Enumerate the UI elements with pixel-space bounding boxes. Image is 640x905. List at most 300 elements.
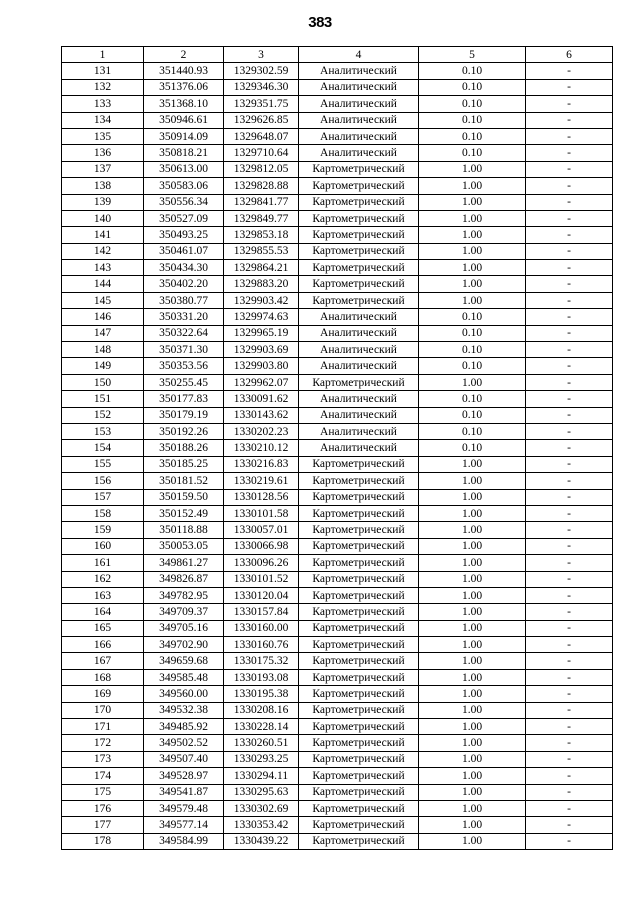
x-coordinate-cell: 349502.52	[144, 735, 224, 751]
x-coordinate-cell: 350613.00	[144, 161, 224, 177]
method-cell: Картометрический	[299, 702, 419, 718]
point-number-cell: 156	[62, 473, 144, 489]
y-coordinate-cell: 1329812.05	[224, 161, 299, 177]
y-coordinate-cell: 1329710.64	[224, 145, 299, 161]
table-row	[62, 538, 613, 554]
point-number-cell: 170	[62, 702, 144, 718]
x-coordinate-cell: 350914.09	[144, 128, 224, 144]
point-number-cell: 154	[62, 440, 144, 456]
accuracy-cell: 0.10	[419, 79, 526, 95]
point-number-cell: 175	[62, 784, 144, 800]
method-cell: Картометрический	[299, 194, 419, 210]
method-cell: Картометрический	[299, 686, 419, 702]
x-coordinate-cell: 350185.25	[144, 456, 224, 472]
method-cell: Картометрический	[299, 243, 419, 259]
x-coordinate-cell: 350461.07	[144, 243, 224, 259]
point-number-cell: 134	[62, 112, 144, 128]
column-header-4: 4	[299, 47, 419, 63]
method-cell: Аналитический	[299, 96, 419, 112]
description-cell: -	[526, 112, 613, 128]
table-row	[62, 604, 613, 620]
x-coordinate-cell: 350188.26	[144, 440, 224, 456]
coordinates-table	[61, 46, 613, 850]
point-number-cell: 136	[62, 145, 144, 161]
x-coordinate-cell: 349507.40	[144, 751, 224, 767]
description-cell: -	[526, 210, 613, 226]
x-coordinate-cell: 350556.34	[144, 194, 224, 210]
accuracy-cell: 0.10	[419, 325, 526, 341]
x-coordinate-cell: 351376.06	[144, 79, 224, 95]
table-row	[62, 194, 613, 210]
method-cell: Картометрический	[299, 178, 419, 194]
description-cell: -	[526, 63, 613, 79]
accuracy-cell: 1.00	[419, 817, 526, 833]
accuracy-cell: 1.00	[419, 571, 526, 587]
y-coordinate-cell: 1330160.00	[224, 620, 299, 636]
x-coordinate-cell: 349577.14	[144, 817, 224, 833]
x-coordinate-cell: 350179.19	[144, 407, 224, 423]
description-cell: -	[526, 456, 613, 472]
x-coordinate-cell: 350946.61	[144, 112, 224, 128]
table-row	[62, 391, 613, 407]
x-coordinate-cell: 350371.30	[144, 342, 224, 358]
table-row	[62, 505, 613, 521]
accuracy-cell: 1.00	[419, 784, 526, 800]
method-cell: Аналитический	[299, 407, 419, 423]
y-coordinate-cell: 1330208.16	[224, 702, 299, 718]
accuracy-cell: 1.00	[419, 456, 526, 472]
point-number-cell: 171	[62, 719, 144, 735]
y-coordinate-cell: 1329841.77	[224, 194, 299, 210]
column-header-5: 5	[419, 47, 526, 63]
y-coordinate-cell: 1329346.30	[224, 79, 299, 95]
x-coordinate-cell: 350159.50	[144, 489, 224, 505]
method-cell: Картометрический	[299, 751, 419, 767]
method-cell: Аналитический	[299, 325, 419, 341]
point-number-cell: 165	[62, 620, 144, 636]
accuracy-cell: 0.10	[419, 440, 526, 456]
table-header	[62, 47, 613, 63]
point-number-cell: 131	[62, 63, 144, 79]
description-cell: -	[526, 604, 613, 620]
accuracy-cell: 1.00	[419, 161, 526, 177]
description-cell: -	[526, 161, 613, 177]
point-number-cell: 161	[62, 555, 144, 571]
table-row	[62, 571, 613, 587]
x-coordinate-cell: 350255.45	[144, 374, 224, 390]
point-number-cell: 169	[62, 686, 144, 702]
point-number-cell: 178	[62, 833, 144, 849]
accuracy-cell: 0.10	[419, 112, 526, 128]
table-row	[62, 702, 613, 718]
method-cell: Картометрический	[299, 260, 419, 276]
method-cell: Аналитический	[299, 112, 419, 128]
accuracy-cell: 0.10	[419, 391, 526, 407]
method-cell: Картометрический	[299, 784, 419, 800]
table-row	[62, 669, 613, 685]
table-row	[62, 735, 613, 751]
y-coordinate-cell: 1329855.53	[224, 243, 299, 259]
y-coordinate-cell: 1329302.59	[224, 63, 299, 79]
point-number-cell: 153	[62, 423, 144, 439]
accuracy-cell: 1.00	[419, 751, 526, 767]
accuracy-cell: 0.10	[419, 128, 526, 144]
y-coordinate-cell: 1330143.62	[224, 407, 299, 423]
x-coordinate-cell: 349541.87	[144, 784, 224, 800]
x-coordinate-cell: 350322.64	[144, 325, 224, 341]
accuracy-cell: 1.00	[419, 374, 526, 390]
description-cell: -	[526, 440, 613, 456]
y-coordinate-cell: 1330294.11	[224, 768, 299, 784]
table-row	[62, 817, 613, 833]
column-header-3: 3	[224, 47, 299, 63]
x-coordinate-cell: 349705.16	[144, 620, 224, 636]
y-coordinate-cell: 1330091.62	[224, 391, 299, 407]
method-cell: Картометрический	[299, 374, 419, 390]
method-cell: Аналитический	[299, 358, 419, 374]
description-cell: -	[526, 653, 613, 669]
y-coordinate-cell: 1329849.77	[224, 210, 299, 226]
table-row	[62, 96, 613, 112]
description-cell: -	[526, 686, 613, 702]
accuracy-cell: 1.00	[419, 522, 526, 538]
x-coordinate-cell: 350583.06	[144, 178, 224, 194]
x-coordinate-cell: 349532.38	[144, 702, 224, 718]
accuracy-cell: 1.00	[419, 260, 526, 276]
point-number-cell: 133	[62, 96, 144, 112]
accuracy-cell: 0.10	[419, 358, 526, 374]
header-row	[62, 47, 613, 63]
description-cell: -	[526, 178, 613, 194]
description-cell: -	[526, 128, 613, 144]
y-coordinate-cell: 1329962.07	[224, 374, 299, 390]
description-cell: -	[526, 751, 613, 767]
y-coordinate-cell: 1330216.83	[224, 456, 299, 472]
table-row	[62, 210, 613, 226]
point-number-cell: 158	[62, 505, 144, 521]
page-number: 383	[308, 14, 332, 31]
x-coordinate-cell: 350152.49	[144, 505, 224, 521]
y-coordinate-cell: 1329648.07	[224, 128, 299, 144]
x-coordinate-cell: 350192.26	[144, 423, 224, 439]
point-number-cell: 135	[62, 128, 144, 144]
point-number-cell: 166	[62, 637, 144, 653]
method-cell: Картометрический	[299, 587, 419, 603]
table-row	[62, 260, 613, 276]
accuracy-cell: 1.00	[419, 800, 526, 816]
method-cell: Картометрический	[299, 833, 419, 849]
point-number-cell: 164	[62, 604, 144, 620]
table-row	[62, 587, 613, 603]
method-cell: Аналитический	[299, 391, 419, 407]
accuracy-cell: 0.10	[419, 423, 526, 439]
x-coordinate-cell: 350380.77	[144, 292, 224, 308]
method-cell: Аналитический	[299, 63, 419, 79]
point-number-cell: 159	[62, 522, 144, 538]
y-coordinate-cell: 1330175.32	[224, 653, 299, 669]
description-cell: -	[526, 79, 613, 95]
accuracy-cell: 1.00	[419, 227, 526, 243]
description-cell: -	[526, 637, 613, 653]
y-coordinate-cell: 1330157.84	[224, 604, 299, 620]
method-cell: Картометрический	[299, 669, 419, 685]
y-coordinate-cell: 1330195.38	[224, 686, 299, 702]
y-coordinate-cell: 1330160.76	[224, 637, 299, 653]
y-coordinate-cell: 1329864.21	[224, 260, 299, 276]
point-number-cell: 151	[62, 391, 144, 407]
method-cell: Картометрический	[299, 637, 419, 653]
accuracy-cell: 1.00	[419, 538, 526, 554]
method-cell: Картометрический	[299, 505, 419, 521]
method-cell: Аналитический	[299, 342, 419, 358]
description-cell: -	[526, 96, 613, 112]
description-cell: -	[526, 522, 613, 538]
column-header-1: 1	[62, 47, 144, 63]
point-number-cell: 168	[62, 669, 144, 685]
x-coordinate-cell: 350177.83	[144, 391, 224, 407]
x-coordinate-cell: 350181.52	[144, 473, 224, 489]
column-header-6: 6	[526, 47, 613, 63]
table-body	[62, 63, 613, 850]
description-cell: -	[526, 194, 613, 210]
table-row	[62, 833, 613, 849]
y-coordinate-cell: 1329903.80	[224, 358, 299, 374]
description-cell: -	[526, 391, 613, 407]
method-cell: Аналитический	[299, 79, 419, 95]
method-cell: Картометрический	[299, 210, 419, 226]
x-coordinate-cell: 349702.90	[144, 637, 224, 653]
accuracy-cell: 0.10	[419, 63, 526, 79]
y-coordinate-cell: 1330353.42	[224, 817, 299, 833]
description-cell: -	[526, 555, 613, 571]
point-number-cell: 177	[62, 817, 144, 833]
x-coordinate-cell: 349485.92	[144, 719, 224, 735]
x-coordinate-cell: 350434.30	[144, 260, 224, 276]
description-cell: -	[526, 784, 613, 800]
method-cell: Картометрический	[299, 538, 419, 554]
point-number-cell: 140	[62, 210, 144, 226]
description-cell: -	[526, 587, 613, 603]
x-coordinate-cell: 349826.87	[144, 571, 224, 587]
y-coordinate-cell: 1330439.22	[224, 833, 299, 849]
method-cell: Картометрический	[299, 227, 419, 243]
method-cell: Аналитический	[299, 423, 419, 439]
description-cell: -	[526, 423, 613, 439]
y-coordinate-cell: 1329903.69	[224, 342, 299, 358]
table-row	[62, 374, 613, 390]
y-coordinate-cell: 1330302.69	[224, 800, 299, 816]
accuracy-cell: 1.00	[419, 719, 526, 735]
point-number-cell: 141	[62, 227, 144, 243]
y-coordinate-cell: 1330066.98	[224, 538, 299, 554]
point-number-cell: 148	[62, 342, 144, 358]
method-cell: Аналитический	[299, 309, 419, 325]
method-cell: Картометрический	[299, 620, 419, 636]
y-coordinate-cell: 1329853.18	[224, 227, 299, 243]
accuracy-cell: 0.10	[419, 145, 526, 161]
method-cell: Картометрический	[299, 653, 419, 669]
point-number-cell: 174	[62, 768, 144, 784]
method-cell: Картометрический	[299, 522, 419, 538]
y-coordinate-cell: 1329828.88	[224, 178, 299, 194]
y-coordinate-cell: 1330057.01	[224, 522, 299, 538]
table-row	[62, 243, 613, 259]
accuracy-cell: 1.00	[419, 243, 526, 259]
y-coordinate-cell: 1330219.61	[224, 473, 299, 489]
accuracy-cell: 1.00	[419, 194, 526, 210]
y-coordinate-cell: 1330202.23	[224, 423, 299, 439]
x-coordinate-cell: 350527.09	[144, 210, 224, 226]
accuracy-cell: 1.00	[419, 653, 526, 669]
table-row	[62, 407, 613, 423]
description-cell: -	[526, 473, 613, 489]
table-row	[62, 128, 613, 144]
x-coordinate-cell: 349584.99	[144, 833, 224, 849]
x-coordinate-cell: 350402.20	[144, 276, 224, 292]
table-row	[62, 276, 613, 292]
y-coordinate-cell: 1329965.19	[224, 325, 299, 341]
x-coordinate-cell: 349659.68	[144, 653, 224, 669]
table-row	[62, 440, 613, 456]
x-coordinate-cell: 351440.93	[144, 63, 224, 79]
point-number-cell: 160	[62, 538, 144, 554]
point-number-cell: 145	[62, 292, 144, 308]
table-row	[62, 555, 613, 571]
method-cell: Картометрический	[299, 456, 419, 472]
description-cell: -	[526, 260, 613, 276]
table-row	[62, 620, 613, 636]
accuracy-cell: 1.00	[419, 768, 526, 784]
point-number-cell: 173	[62, 751, 144, 767]
table-row	[62, 719, 613, 735]
x-coordinate-cell: 349560.00	[144, 686, 224, 702]
y-coordinate-cell: 1330128.56	[224, 489, 299, 505]
description-cell: -	[526, 833, 613, 849]
x-coordinate-cell: 349585.48	[144, 669, 224, 685]
point-number-cell: 152	[62, 407, 144, 423]
description-cell: -	[526, 374, 613, 390]
description-cell: -	[526, 243, 613, 259]
description-cell: -	[526, 538, 613, 554]
point-number-cell: 172	[62, 735, 144, 751]
point-number-cell: 149	[62, 358, 144, 374]
point-number-cell: 162	[62, 571, 144, 587]
accuracy-cell: 0.10	[419, 96, 526, 112]
method-cell: Картометрический	[299, 768, 419, 784]
y-coordinate-cell: 1329351.75	[224, 96, 299, 112]
table-row	[62, 522, 613, 538]
table-row	[62, 489, 613, 505]
y-coordinate-cell: 1330096.26	[224, 555, 299, 571]
method-cell: Аналитический	[299, 145, 419, 161]
y-coordinate-cell: 1329883.20	[224, 276, 299, 292]
method-cell: Картометрический	[299, 555, 419, 571]
y-coordinate-cell: 1330210.12	[224, 440, 299, 456]
table-row	[62, 227, 613, 243]
y-coordinate-cell: 1329626.85	[224, 112, 299, 128]
y-coordinate-cell: 1330120.04	[224, 587, 299, 603]
y-coordinate-cell: 1330101.58	[224, 505, 299, 521]
table-row	[62, 145, 613, 161]
accuracy-cell: 1.00	[419, 587, 526, 603]
description-cell: -	[526, 735, 613, 751]
point-number-cell: 139	[62, 194, 144, 210]
x-coordinate-cell: 349861.27	[144, 555, 224, 571]
accuracy-cell: 1.00	[419, 833, 526, 849]
accuracy-cell: 1.00	[419, 620, 526, 636]
description-cell: -	[526, 325, 613, 341]
accuracy-cell: 1.00	[419, 473, 526, 489]
point-number-cell: 143	[62, 260, 144, 276]
table-row	[62, 784, 613, 800]
accuracy-cell: 1.00	[419, 292, 526, 308]
description-cell: -	[526, 145, 613, 161]
method-cell: Картометрический	[299, 473, 419, 489]
description-cell: -	[526, 309, 613, 325]
x-coordinate-cell: 351368.10	[144, 96, 224, 112]
table-row	[62, 161, 613, 177]
point-number-cell: 132	[62, 79, 144, 95]
description-cell: -	[526, 505, 613, 521]
point-number-cell: 167	[62, 653, 144, 669]
point-number-cell: 142	[62, 243, 144, 259]
description-cell: -	[526, 800, 613, 816]
y-coordinate-cell: 1329903.42	[224, 292, 299, 308]
table-row	[62, 423, 613, 439]
table-row	[62, 358, 613, 374]
table-row	[62, 63, 613, 79]
description-cell: -	[526, 292, 613, 308]
point-number-cell: 144	[62, 276, 144, 292]
x-coordinate-cell: 349709.37	[144, 604, 224, 620]
accuracy-cell: 0.10	[419, 407, 526, 423]
table-row	[62, 342, 613, 358]
accuracy-cell: 1.00	[419, 702, 526, 718]
table-row	[62, 112, 613, 128]
point-number-cell: 138	[62, 178, 144, 194]
point-number-cell: 146	[62, 309, 144, 325]
method-cell: Картометрический	[299, 604, 419, 620]
table-row	[62, 800, 613, 816]
table-row	[62, 653, 613, 669]
description-cell: -	[526, 227, 613, 243]
table-row	[62, 768, 613, 784]
accuracy-cell: 1.00	[419, 505, 526, 521]
point-number-cell: 176	[62, 800, 144, 816]
point-number-cell: 163	[62, 587, 144, 603]
method-cell: Картометрический	[299, 735, 419, 751]
y-coordinate-cell: 1330293.25	[224, 751, 299, 767]
description-cell: -	[526, 817, 613, 833]
x-coordinate-cell: 350353.56	[144, 358, 224, 374]
table-row	[62, 79, 613, 95]
x-coordinate-cell: 349579.48	[144, 800, 224, 816]
table-row	[62, 751, 613, 767]
y-coordinate-cell: 1330193.08	[224, 669, 299, 685]
table-row	[62, 637, 613, 653]
accuracy-cell: 0.10	[419, 342, 526, 358]
y-coordinate-cell: 1330101.52	[224, 571, 299, 587]
x-coordinate-cell: 349528.97	[144, 768, 224, 784]
method-cell: Картометрический	[299, 276, 419, 292]
table-row	[62, 309, 613, 325]
accuracy-cell: 1.00	[419, 276, 526, 292]
y-coordinate-cell: 1330260.51	[224, 735, 299, 751]
description-cell: -	[526, 358, 613, 374]
x-coordinate-cell: 350818.21	[144, 145, 224, 161]
point-number-cell: 155	[62, 456, 144, 472]
description-cell: -	[526, 702, 613, 718]
